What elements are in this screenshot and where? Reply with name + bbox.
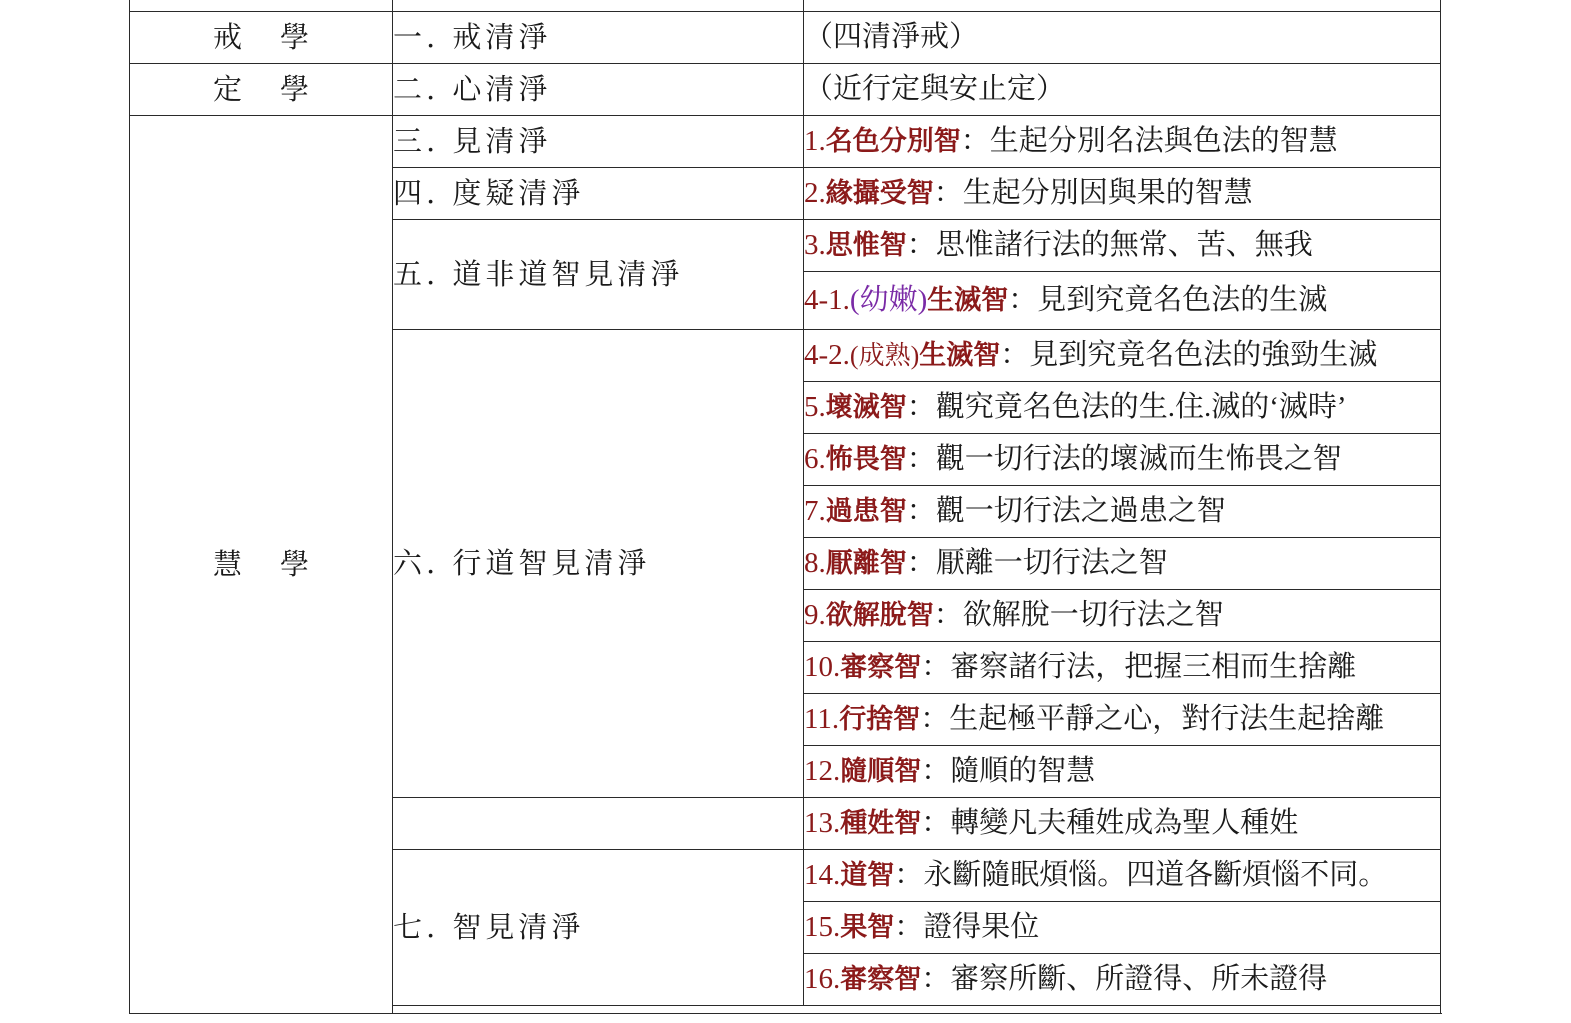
knowledge-5: 5.壞滅智：觀究竟名色法的生.住.滅的‘滅時’ [804,382,1441,434]
knowledge-4-1: 4-1.(幼嫩)生滅智：見到究竟名色法的生滅 [804,272,1441,330]
knowledge-14: 14.道智：永斷隨眠煩惱。四道各斷煩惱不同。 [804,850,1441,902]
knowledge-11: 11.行捨智：生起極平靜之心，對行法生起捨離 [804,694,1441,746]
stage-6: 六. 行道智見清淨 [393,330,804,798]
knowledge-9: 9.欲解脫智：欲解脫一切行法之智 [804,590,1441,642]
knowledge-16: 16.審察智：審察所斷、所證得、所未證得 [804,954,1441,1006]
top-edge-cell [393,0,804,12]
knowledge-12: 12.隨順智：隨順的智慧 [804,746,1441,798]
stage-empty [393,798,804,850]
category-precept: 戒學 [130,12,393,64]
knowledge-8: 8.厭離智：厭離一切行法之智 [804,538,1441,590]
knowledge-13: 13.種姓智：轉變凡夫種姓成為聖人種姓 [804,798,1441,850]
knowledge-6: 6.怖畏智：觀一切行法的壞滅而生怖畏之智 [804,434,1441,486]
category-wisdom: 慧學 [130,116,393,1014]
purification-table [129,0,1441,1014]
top-edge-cell [804,0,1441,12]
knowledge-10: 10.審察智：審察諸行法，把握三相而生捨離 [804,642,1441,694]
stage-5: 五. 道非道智見清淨 [393,220,804,330]
table-row [130,0,1441,12]
knowledge-1: 1.名色分別智：生起分別名法與色法的智慧 [804,116,1441,168]
table-row [130,64,1441,116]
knowledge-4-2: 4-2.(成熟)生滅智：見到究竟名色法的強勁生滅 [804,330,1441,382]
bottom-edge-cell [393,1006,1441,1014]
knowledge-7: 7.過患智：觀一切行法之過患之智 [804,486,1441,538]
stage-2: 二. 心清淨 [393,64,804,116]
category-concentration: 定學 [130,64,393,116]
stage-7: 七. 智見清淨 [393,850,804,1006]
table-row [130,12,1441,64]
stage-4: 四. 度疑清淨 [393,168,804,220]
table-row [130,116,1441,168]
note-1: （四清淨戒） [804,12,1441,64]
stage-3: 三. 見清淨 [393,116,804,168]
note-2: （近行定與安止定） [804,64,1441,116]
top-edge-cell [130,0,393,12]
knowledge-2: 2.緣攝受智：生起分別因與果的智慧 [804,168,1441,220]
knowledge-3: 3.思惟智：思惟諸行法的無常、苦、無我 [804,220,1441,272]
knowledge-15: 15.果智：證得果位 [804,902,1441,954]
stage-1: 一. 戒清淨 [393,12,804,64]
